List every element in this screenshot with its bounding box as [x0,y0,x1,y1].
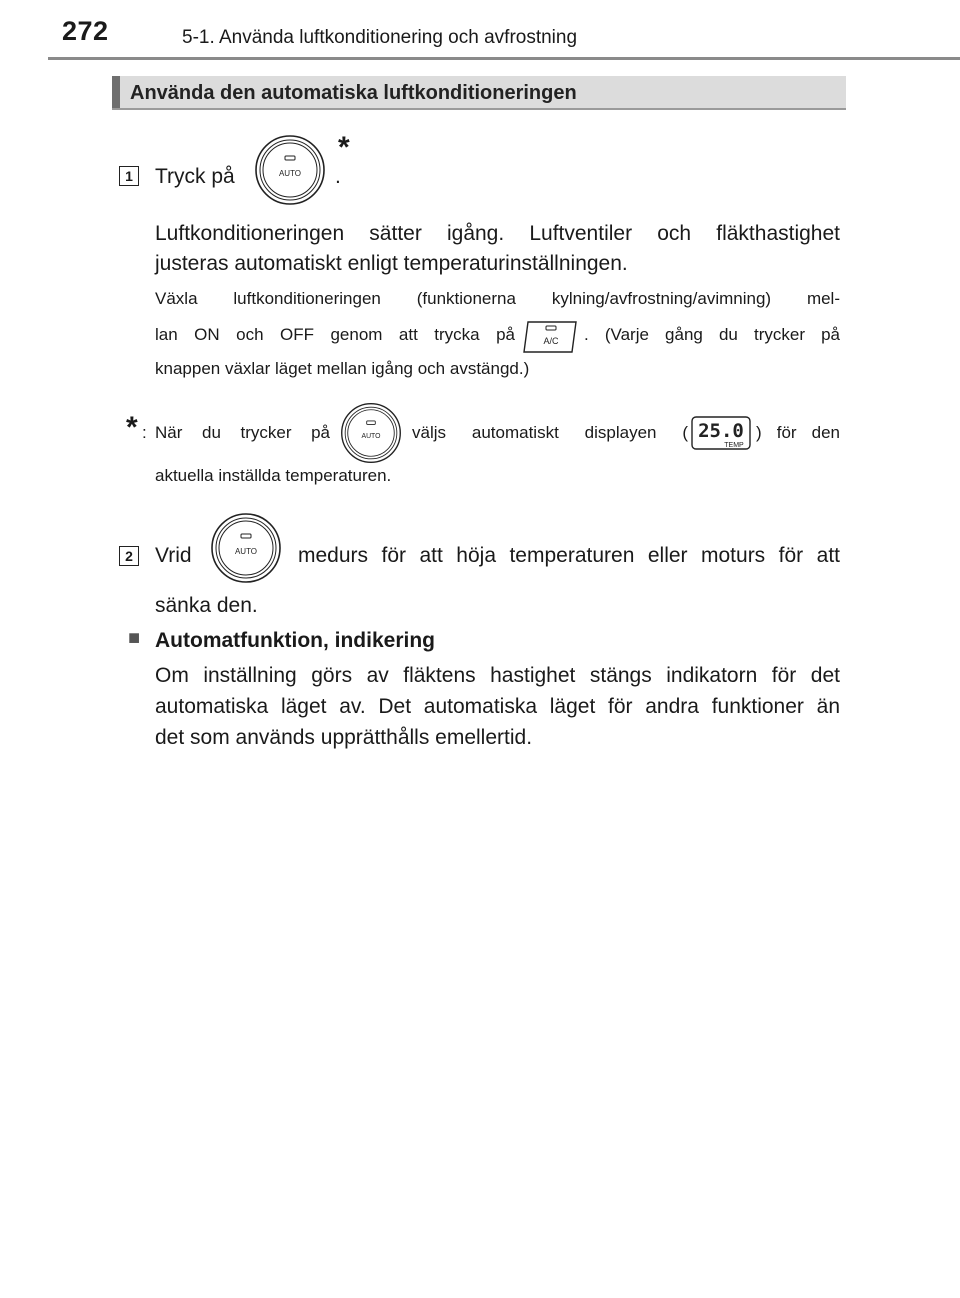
step1-note-line1: Växla luftkonditioneringen (funktionerna kylning/avfrostning/avimning) mel- [155,289,840,308]
subsection-para-line2: automatiska läget av. Det automatiska läget för andra funktioner än [155,695,840,718]
step2-line2: sänka den. [155,594,258,617]
header-divider [48,57,960,60]
auto-knob-small-icon [340,402,402,464]
auto-knob-icon [254,134,326,206]
step1-note-line3: knappen växlar läget mellan igång och avstängd.) [155,359,530,378]
footnote-part-b: väljs automatiskt displayen ( [412,423,688,442]
temperature-display-icon [690,415,752,456]
section-accent [112,76,120,108]
svg-text:AUTO: AUTO [278,169,302,178]
auto-knob-rotate-icon [210,512,282,584]
step1-main-line1: Luftkonditioneringen sätter igång. Luftventiler och fläkthastighet [155,222,840,245]
step1-asterisk: * [338,131,350,164]
page-number: 272 [62,16,109,46]
step1-tryck-pa: Tryck på [155,165,235,188]
step-number-1: 1 [119,166,139,186]
step-number-2: 2 [119,546,139,566]
subsection-title: Automatfunktion, indikering [155,629,435,652]
step2-vrid: Vrid [155,544,192,567]
section-heading-bar [112,76,846,110]
footnote-line2: aktuella inställda temperaturen. [155,466,392,485]
svg-text:TEMP: TEMP [724,442,744,449]
ac-button-icon [522,318,580,356]
svg-text:AUTO: AUTO [361,433,381,441]
footnote-part-c: ) för den [756,423,840,442]
footnote-part-a: När du trycker på [155,423,330,442]
chapter-title: 5-1. Använda luftkonditionering och avfrostning [182,27,578,48]
step1-note-line2a: lan ON och OFF genom att trycka på [155,325,515,344]
footnote-asterisk: * [126,411,138,444]
square-bullet-icon: ■ [128,627,141,649]
step1-note-line2b: . (Varje gång du trycker på [584,325,840,344]
section-title: Använda den automatiska luftkonditioneringen [130,82,577,104]
step2-line1: medurs för att höja temperaturen eller moturs för att [298,544,840,567]
step1-period: . [335,165,341,188]
svg-text:AUTO: AUTO [234,547,258,556]
svg-text:25.0: 25.0 [698,420,744,442]
footnote-colon: : [142,423,147,442]
subsection-para-line3: det som används upprätthålls emellertid. [155,726,533,749]
svg-text:A/C: A/C [543,336,559,346]
subsection-para-line1: Om inställning görs av fläktens hastighet stängs indikatorn för det [155,664,840,687]
step1-main-line2: justeras automatiskt enligt temperaturinställningen. [155,252,628,275]
